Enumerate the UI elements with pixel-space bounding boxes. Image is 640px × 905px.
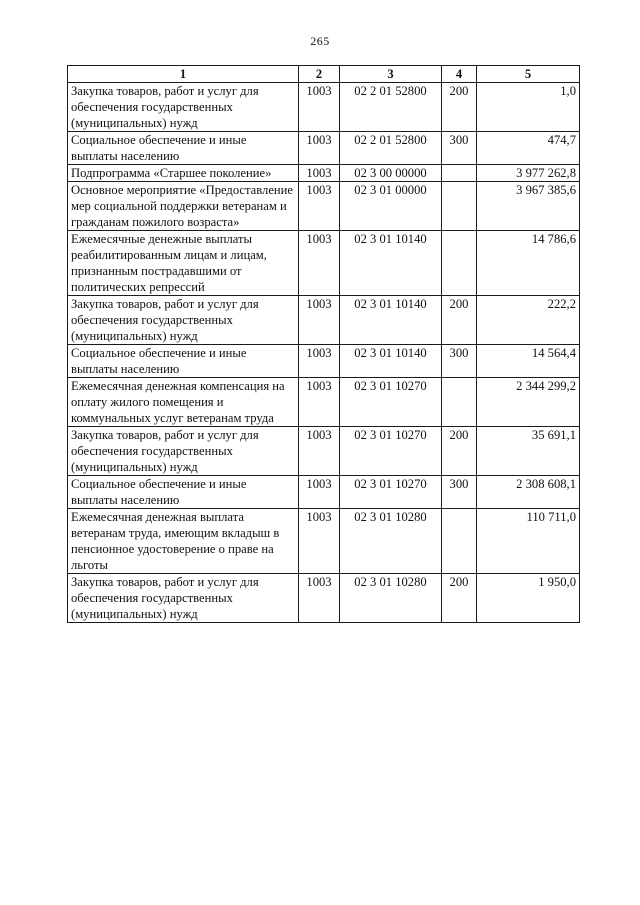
cell-target-article: 02 3 01 10270 bbox=[340, 427, 442, 476]
table-body bbox=[68, 83, 580, 623]
cell-name: Ежемесячная денежная выплата ветеранам труда, имеющим вкладыш в пенсионное удостоверение о праве на льготы bbox=[68, 509, 299, 574]
cell-section: 1003 bbox=[299, 345, 340, 378]
table-row bbox=[68, 165, 580, 182]
budget-table bbox=[67, 65, 580, 623]
table-row bbox=[68, 427, 580, 476]
table-row bbox=[68, 476, 580, 509]
cell-section: 1003 bbox=[299, 83, 340, 132]
cell-name: Закупка товаров, работ и услуг для обеспечения государственных (муниципальных) нужд bbox=[68, 296, 299, 345]
column-header-section: 2 bbox=[299, 66, 340, 83]
cell-expense-type: 200 bbox=[442, 83, 477, 132]
cell-name: Ежемесячная денежная компенсация на оплату жилого помещения и коммунальных услуг ветеранам труда bbox=[68, 378, 299, 427]
table-row bbox=[68, 509, 580, 574]
cell-section: 1003 bbox=[299, 296, 340, 345]
cell-expense-type bbox=[442, 231, 477, 296]
table-row bbox=[68, 296, 580, 345]
cell-name: Закупка товаров, работ и услуг для обеспечения государственных (муниципальных) нужд bbox=[68, 427, 299, 476]
table-row bbox=[68, 345, 580, 378]
cell-amount: 14 786,6 bbox=[477, 231, 580, 296]
cell-section: 1003 bbox=[299, 231, 340, 296]
table-row bbox=[68, 83, 580, 132]
cell-name: Социальное обеспечение и иные выплаты населению bbox=[68, 132, 299, 165]
table-row bbox=[68, 182, 580, 231]
cell-name: Социальное обеспечение и иные выплаты населению bbox=[68, 345, 299, 378]
cell-name: Подпрограмма «Старшее поколение» bbox=[68, 165, 299, 182]
cell-target-article: 02 2 01 52800 bbox=[340, 83, 442, 132]
cell-expense-type bbox=[442, 378, 477, 427]
cell-expense-type: 200 bbox=[442, 427, 477, 476]
cell-expense-type: 200 bbox=[442, 296, 477, 345]
column-header-expense-type: 4 bbox=[442, 66, 477, 83]
cell-amount: 14 564,4 bbox=[477, 345, 580, 378]
cell-target-article: 02 3 01 10280 bbox=[340, 509, 442, 574]
cell-amount: 222,2 bbox=[477, 296, 580, 345]
column-header-target-article: 3 bbox=[340, 66, 442, 83]
cell-target-article: 02 3 01 10140 bbox=[340, 345, 442, 378]
cell-name: Ежемесячные денежные выплаты реабилитированным лицам и лицам, признанным пострадавшими от политических репрессий bbox=[68, 231, 299, 296]
cell-expense-type bbox=[442, 509, 477, 574]
cell-expense-type bbox=[442, 182, 477, 231]
cell-expense-type bbox=[442, 165, 477, 182]
cell-target-article: 02 3 01 00000 bbox=[340, 182, 442, 231]
cell-section: 1003 bbox=[299, 378, 340, 427]
cell-amount: 2 308 608,1 bbox=[477, 476, 580, 509]
cell-target-article: 02 3 01 10280 bbox=[340, 574, 442, 623]
page-number: 265 bbox=[310, 34, 330, 48]
cell-amount: 1 950,0 bbox=[477, 574, 580, 623]
cell-target-article: 02 3 01 10140 bbox=[340, 296, 442, 345]
cell-section: 1003 bbox=[299, 574, 340, 623]
cell-target-article: 02 2 01 52800 bbox=[340, 132, 442, 165]
cell-amount: 474,7 bbox=[477, 132, 580, 165]
cell-expense-type: 300 bbox=[442, 132, 477, 165]
cell-section: 1003 bbox=[299, 132, 340, 165]
cell-expense-type: 300 bbox=[442, 476, 477, 509]
cell-amount: 3 967 385,6 bbox=[477, 182, 580, 231]
cell-amount: 3 977 262,8 bbox=[477, 165, 580, 182]
cell-amount: 110 711,0 bbox=[477, 509, 580, 574]
cell-section: 1003 bbox=[299, 182, 340, 231]
table-row bbox=[68, 132, 580, 165]
cell-amount: 1,0 bbox=[477, 83, 580, 132]
cell-section: 1003 bbox=[299, 476, 340, 509]
table-row bbox=[68, 231, 580, 296]
cell-amount: 2 344 299,2 bbox=[477, 378, 580, 427]
cell-target-article: 02 3 00 00000 bbox=[340, 165, 442, 182]
cell-name: Закупка товаров, работ и услуг для обеспечения государственных (муниципальных) нужд bbox=[68, 574, 299, 623]
cell-section: 1003 bbox=[299, 427, 340, 476]
cell-amount: 35 691,1 bbox=[477, 427, 580, 476]
table-row bbox=[68, 574, 580, 623]
cell-name: Закупка товаров, работ и услуг для обеспечения государственных (муниципальных) нужд bbox=[68, 83, 299, 132]
table-row bbox=[68, 378, 580, 427]
cell-name: Основное мероприятие «Предоставление мер социальной поддержки ветеранам и гражданам пожилого возраста» bbox=[68, 182, 299, 231]
cell-expense-type: 200 bbox=[442, 574, 477, 623]
cell-expense-type: 300 bbox=[442, 345, 477, 378]
cell-section: 1003 bbox=[299, 165, 340, 182]
cell-target-article: 02 3 01 10140 bbox=[340, 231, 442, 296]
header-row bbox=[68, 66, 580, 83]
cell-target-article: 02 3 01 10270 bbox=[340, 476, 442, 509]
cell-target-article: 02 3 01 10270 bbox=[340, 378, 442, 427]
column-header-name: 1 bbox=[68, 66, 299, 83]
cell-section: 1003 bbox=[299, 509, 340, 574]
column-header-amount: 5 bbox=[477, 66, 580, 83]
cell-name: Социальное обеспечение и иные выплаты населению bbox=[68, 476, 299, 509]
